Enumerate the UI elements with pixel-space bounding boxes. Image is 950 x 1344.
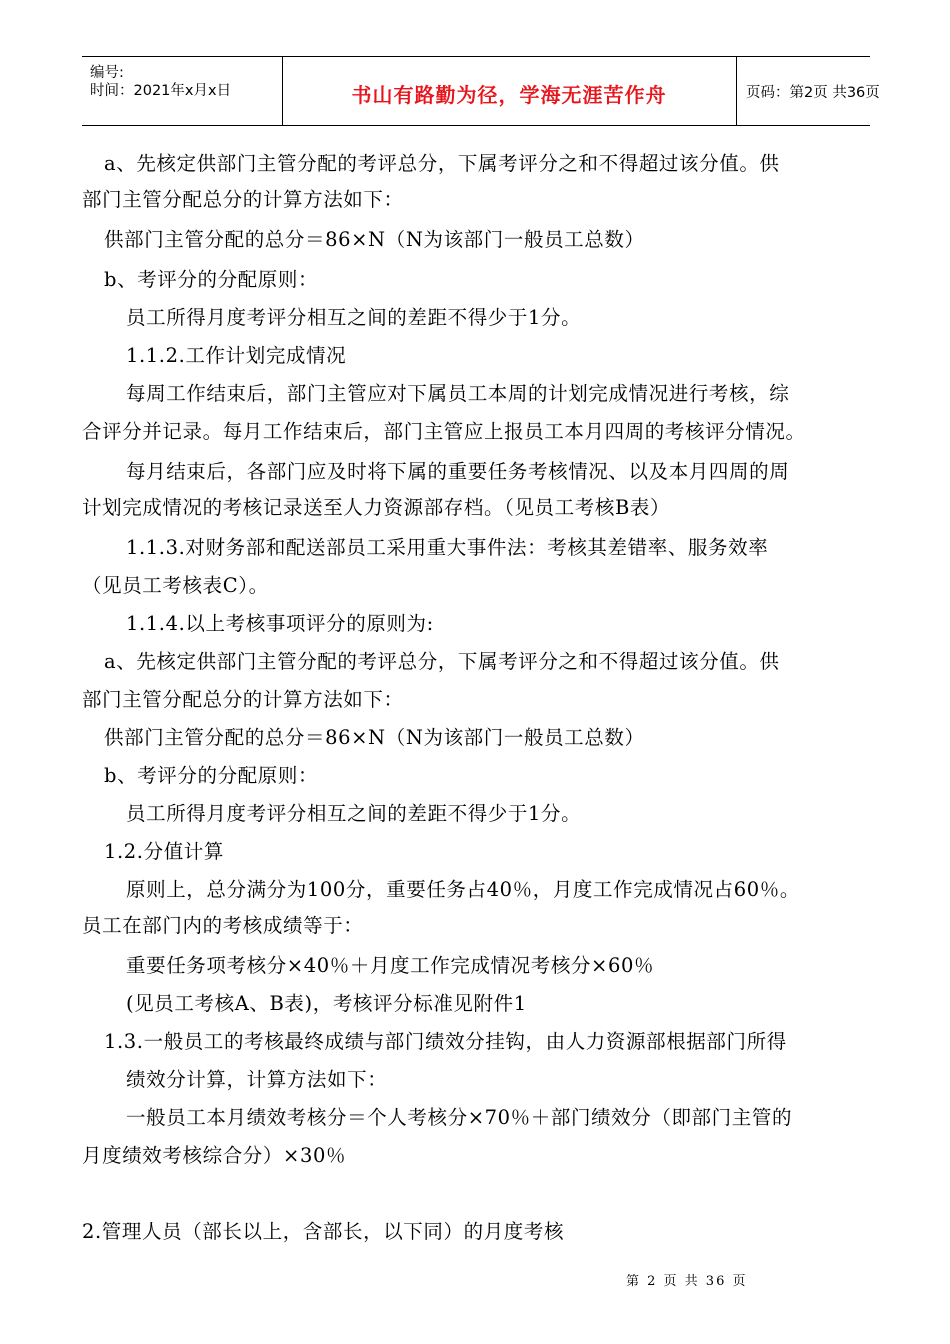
paragraph-line: 员工所得月度考评分相互之间的差距不得少于1分。: [126, 306, 582, 329]
paragraph-line: a、先核定供部门主管分配的考评总分，下属考评分之和不得超过该分值。供: [104, 650, 780, 673]
formula-line: 重要任务项考核分×40％＋月度工作完成情况考核分×60％: [126, 954, 655, 977]
section-heading: 1.1.3.对财务部和配送部员工采用重大事件法：考核其差错率、服务效率: [126, 536, 769, 559]
paragraph-line: b、考评分的分配原则：: [104, 764, 319, 787]
paragraph-line: 原则上，总分满分为100分，重要任务占40％，月度工作完成情况占60％。: [126, 878, 800, 901]
paragraph-line: 供部门主管分配的总分＝86×N（N为该部门一般员工总数）: [104, 228, 645, 251]
paragraph-line: （见员工考核表C）。: [82, 574, 269, 597]
paragraph-line: 合评分并记录。每月工作结束后，部门主管应上报员工本月四周的考核评分情况。: [82, 420, 806, 443]
paragraph-line: 月度绩效考核综合分）×30％: [82, 1144, 347, 1167]
header-page-cell: [738, 57, 880, 125]
header-motto: 书山有路勤为径，学海无涯苦作舟: [351, 83, 667, 107]
paragraph-line: 部门主管分配总分的计算方法如下：: [82, 688, 404, 711]
header-divider: [736, 57, 737, 125]
page-header: [82, 56, 880, 126]
paragraph-line: 每月结束后，各部门应及时将下属的重要任务考核情况、以及本月四周的周: [126, 460, 790, 483]
section-heading: 2.管理人员（部长以上，含部长，以下同）的月度考核: [82, 1220, 565, 1243]
paragraph-line: 计划完成情况的考核记录送至人力资源部存档。（见员工考核B表）: [82, 496, 671, 519]
section-heading: 1.3.一般员工的考核最终成绩与部门绩效分挂钩，由人力资源部根据部门所得: [104, 1030, 787, 1053]
formula-line: 一般员工本月绩效考核分＝个人考核分×70％＋部门绩效分（即部门主管的: [126, 1106, 793, 1129]
paragraph-line: 绩效分计算，计算方法如下：: [126, 1068, 388, 1091]
header-motto-cell: [284, 57, 734, 125]
document-number-label: 编号:: [90, 65, 124, 81]
header-page-info: 页码：第2页 共36页: [746, 85, 880, 101]
header-meta: [82, 57, 282, 125]
section-heading: 1.2.分值计算: [104, 840, 225, 863]
paragraph-line: 员工在部门内的考核成绩等于：: [82, 914, 364, 937]
paragraph-line: 部门主管分配总分的计算方法如下：: [82, 188, 404, 211]
paragraph-line: a、先核定供部门主管分配的考评总分，下属考评分之和不得超过该分值。供: [104, 152, 780, 175]
page-footer: 第 2 页 共 36 页: [626, 1274, 748, 1289]
section-heading: 1.1.4.以上考核事项评分的原则为:: [126, 612, 434, 635]
paragraph-line: b、考评分的分配原则：: [104, 268, 319, 291]
header-divider: [282, 57, 283, 125]
paragraph-line: (见员工考核A、B表)，考核评分标准见附件1: [126, 992, 527, 1015]
paragraph-line: 供部门主管分配的总分＝86×N（N为该部门一般员工总数）: [104, 726, 645, 749]
paragraph-line: 每周工作结束后，部门主管应对下属员工本周的计划完成情况进行考核，综: [126, 382, 790, 405]
document-date: 时间：2021年x月x日: [90, 83, 232, 99]
paragraph-line: 员工所得月度考评分相互之间的差距不得少于1分。: [126, 802, 582, 825]
section-heading: 1.1.2.工作计划完成情况: [126, 344, 347, 367]
